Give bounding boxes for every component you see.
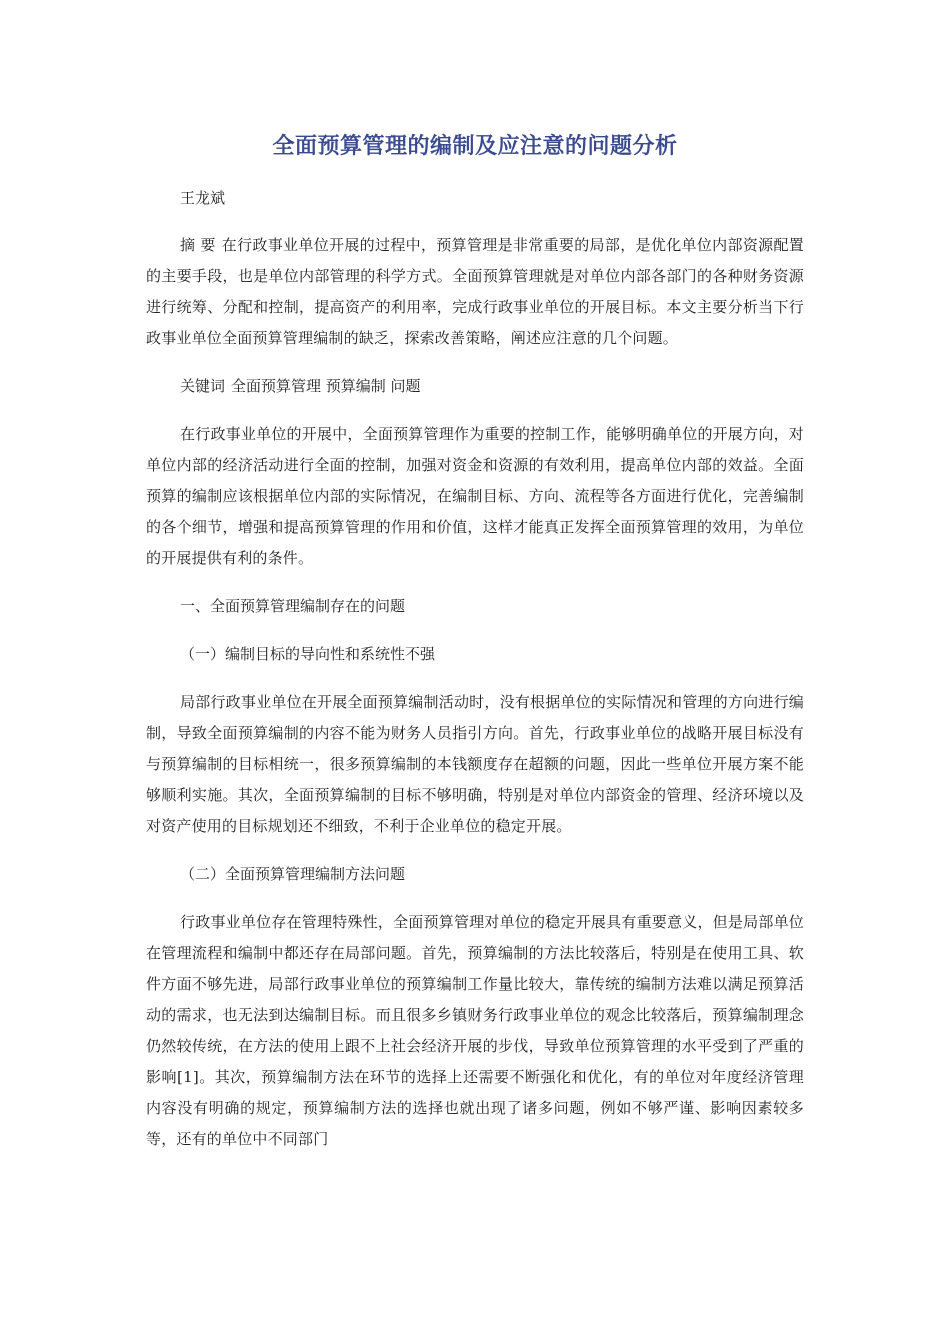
abstract-paragraph (146, 230, 804, 354)
abstract-text: 在行政事业单位开展的过程中，预算管理是非常重要的局部，是优化单位内部资源配置的主要手段，也是单位内部管理的科学方式。全面预算管理就是对单位内部各部门的各种财务资源进行统筹、分配和控制，提高资产的利用率，完成行政事业单位的开展目标。本文主要分析当下行政事业单位全面预算管理编制的缺乏，探索改善策略，阐述应注意的几个问题。 (146, 236, 804, 347)
subsection-heading-1: （一）编制目标的导向性和系统性不强 (180, 645, 436, 663)
keywords-paragraph (146, 371, 804, 402)
document-title: 全面预算管理的编制及应注意的问题分析 (272, 134, 678, 159)
section-heading-1: 一、全面预算管理编制存在的问题 (180, 597, 406, 615)
intro-paragraph: 在行政事业单位的开展中，全面预算管理作为重要的控制工作，能够明确单位的开展方向，对单位内部的经济活动进行全面的控制，加强对资金和资源的有效利用，提高单位内部的效益。全面预算的编制应该根据单位内部的实际情况，在编制目标、方向、流程等各方面进行优化，完善编制的各个细节，增强和提高预算管理的作用和价值，这样才能真正发挥全面预算管理的效用，为单位的开展提供有利的条件。 (146, 425, 804, 567)
keywords-label: 关键词 (180, 377, 226, 395)
subsection-heading-2: （二）全面预算管理编制方法问题 (180, 865, 406, 883)
author-name: 王龙斌 (180, 189, 226, 207)
subsection-2-paragraph: 行政事业单位存在管理特殊性，全面预算管理对单位的稳定开展具有重要意义，但是局部单位在管理流程和编制中都还存在局部问题。首先，预算编制的方法比较落后，特别是在使用工具、软件方面不够先进，局部行政事业单位的预算编制工作量比较大，靠传统的编制方法难以满足预算活动的需求，也无法到达编制目标。而且很多乡镇财务行政事业单位的观念比较落后，预算编制理念仍然较传统，在方法的使用上跟不上社会经济开展的步伐，导致单位预算管理的水平受到了严重的影响[1]。其次，预算编制方法在环节的选择上还需要不断强化和优化，有的单位对年度经济管理内容没有明确的规定，预算编制方法的选择也就出现了诸多问题，例如不够严谨、影响因素较多等，还有的单位中不同部门 (146, 913, 804, 1148)
subsection-1-paragraph: 局部行政事业单位在开展全面预算编制活动时，没有根据单位的实际情况和管理的方向进行编制，导致全面预算编制的内容不能为财务人员指引方向。首先，行政事业单位的战略开展目标没有与预算编制的目标相统一，很多预算编制的本钱额度存在超额的问题，因此一些单位开展方案不能够顺利实施。其次，全面预算编制的目标不够明确，特别是对单位内部资金的管理、经济环境以及对资产使用的目标规划还不细致，不利于企业单位的稳定开展。 (146, 693, 804, 835)
keywords-text: 全面预算管理 预算编制 问题 (231, 377, 421, 395)
abstract-label: 摘 要 (180, 236, 216, 254)
document-body (146, 132, 804, 1172)
